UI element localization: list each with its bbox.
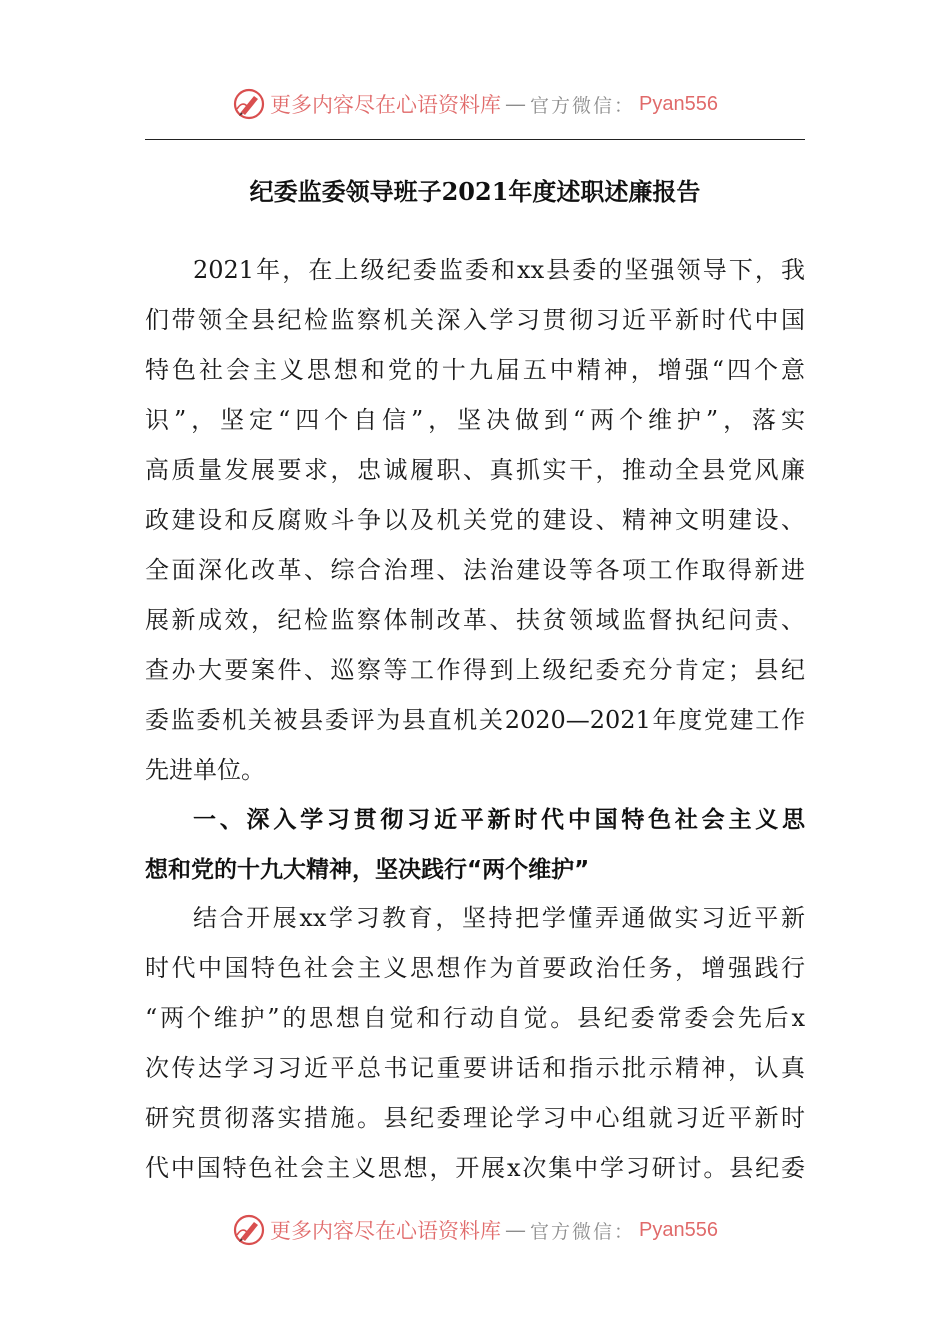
paragraph-1-line: 特色社会主义思想和党的十九届五中精神，增强“四个意: [145, 356, 805, 384]
header-rule: [145, 139, 805, 140]
paragraph-2-line: 次传达学习习近平总书记重要讲话和指示批示精神，认真: [145, 1054, 805, 1082]
section-heading-line: 一、深入学习贯彻习近平新时代中国特色社会主义思: [193, 807, 805, 833]
paragraph-2-line: 结合开展xx学习教育，坚持把学懂弄通做实习近平新: [193, 904, 805, 932]
paragraph-1-line: 展新成效，纪检监察体制改革、扶贫领域监督执纪问责、: [145, 606, 805, 634]
paragraph-1-line: 识”，坚定“四个自信”，坚决做到“两个维护”，落实: [145, 406, 805, 434]
paragraph-2-line: 时代中国特色社会主义思想作为首要政治任务，增强践行: [145, 954, 805, 982]
paragraph-1-line: 委监委机关被县委评为县直机关2020—2021年度党建工作: [145, 706, 805, 734]
pen-logo-icon: [232, 87, 266, 121]
footer-wechat-label: 官方微信：: [530, 1220, 636, 1243]
footer-separator: —: [505, 1218, 526, 1242]
header-wechat-id: Pyan556: [639, 92, 718, 115]
paragraph-1-line: 高质量发展要求，忠诚履职、真抓实干，推动全县党风廉: [145, 456, 805, 484]
header-brand-text: 更多内容尽在心语资料库: [270, 93, 501, 117]
paragraph-1-line: 全面深化改革、综合治理、法治建设等各项工作取得新进: [145, 556, 805, 584]
paragraph-2-line: 研究贯彻落实措施。县纪委理论学习中心组就习近平新时: [145, 1104, 805, 1132]
paragraph-2-line: “两个维护”的思想自觉和行动自觉。县纪委常委会先后x: [145, 1004, 805, 1032]
paragraph-2-line: 代中国特色社会主义思想，开展x次集中学习研讨。县纪委: [145, 1154, 805, 1182]
paragraph-1-line: 查办大要案件、巡察等工作得到上级纪委充分肯定；县纪: [145, 656, 805, 684]
pen-logo-icon: [232, 1213, 266, 1247]
footer-wechat-id: Pyan556: [639, 1218, 718, 1241]
paragraph-1-line: 政建设和反腐败斗争以及机关党的建设、精神文明建设、: [145, 506, 805, 534]
header-wechat-label: 官方微信：: [530, 94, 636, 117]
footer-banner: [0, 1210, 950, 1250]
paragraph-1-line: 们带领全县纪检监察机关深入学习贯彻习近平新时代中国: [145, 306, 805, 334]
header-banner: [0, 84, 950, 124]
footer-brand-text: 更多内容尽在心语资料库: [270, 1219, 501, 1243]
paragraph-1-line: 2021年，在上级纪委监委和xx县委的坚强领导下，我: [193, 256, 805, 284]
section-heading-1: [145, 795, 805, 895]
paragraph-2: [145, 893, 805, 1193]
section-heading-line: 想和党的十九大精神，坚决践行“两个维护”: [145, 857, 590, 883]
document-title: 纪委监委领导班子2021年度述职述廉报告: [249, 177, 701, 206]
paragraph-1: [145, 245, 805, 795]
header-separator: —: [505, 92, 526, 116]
paragraph-1-line: 先进单位。: [145, 756, 265, 784]
